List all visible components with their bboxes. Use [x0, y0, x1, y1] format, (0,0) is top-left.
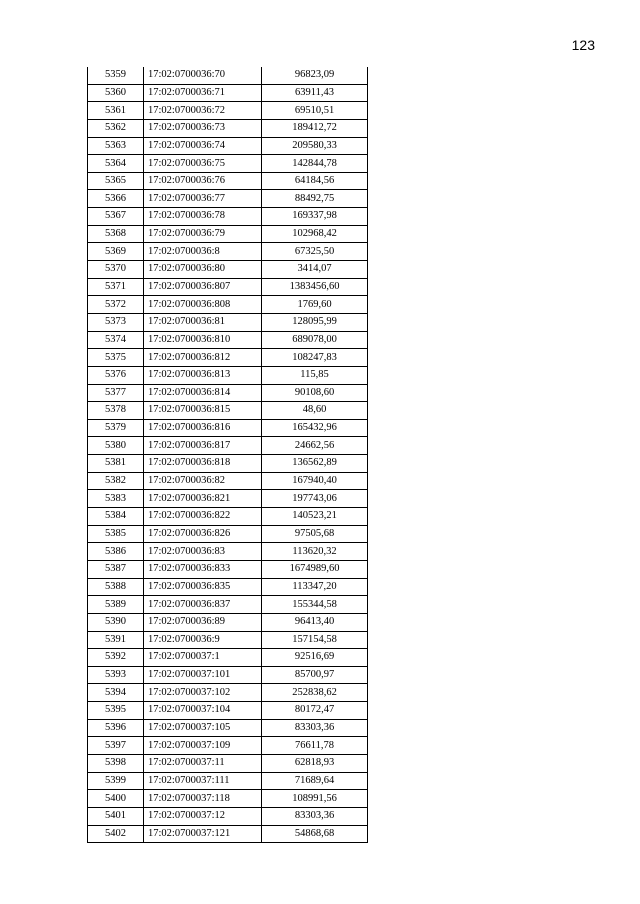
- cadastral-number-cell: 17:02:0700036:8: [144, 243, 262, 261]
- table-row: [88, 437, 368, 455]
- row-number-cell: 5372: [88, 296, 144, 314]
- table-row: [88, 384, 368, 402]
- row-number-cell: 5400: [88, 790, 144, 808]
- table-row: [88, 190, 368, 208]
- cadastral-number-cell: 17:02:0700036:73: [144, 119, 262, 137]
- cadastral-number-cell: 17:02:0700036:837: [144, 596, 262, 614]
- row-number-cell: 5379: [88, 419, 144, 437]
- value-cell: 189412,72: [262, 119, 368, 137]
- value-cell: 142844,78: [262, 155, 368, 173]
- cadastral-number-cell: 17:02:0700036:808: [144, 296, 262, 314]
- cadastral-number-cell: 17:02:0700037:105: [144, 719, 262, 737]
- table-row: [88, 631, 368, 649]
- row-number-cell: 5390: [88, 613, 144, 631]
- table-row: [88, 737, 368, 755]
- cadastral-number-cell: 17:02:0700037:101: [144, 666, 262, 684]
- row-number-cell: 5384: [88, 508, 144, 526]
- row-number-cell: 5373: [88, 313, 144, 331]
- row-number-cell: 5380: [88, 437, 144, 455]
- cadastral-number-cell: 17:02:0700036:81: [144, 313, 262, 331]
- table-row: [88, 772, 368, 790]
- row-number-cell: 5364: [88, 155, 144, 173]
- cadastral-number-cell: 17:02:0700036:77: [144, 190, 262, 208]
- table-row: [88, 702, 368, 720]
- row-number-cell: 5395: [88, 702, 144, 720]
- value-cell: 165432,96: [262, 419, 368, 437]
- value-cell: 71689,64: [262, 772, 368, 790]
- table-row: [88, 560, 368, 578]
- row-number-cell: 5398: [88, 754, 144, 772]
- value-cell: 136562,89: [262, 455, 368, 473]
- row-number-cell: 5393: [88, 666, 144, 684]
- table-row: [88, 419, 368, 437]
- table-row: [88, 613, 368, 631]
- value-cell: 90108,60: [262, 384, 368, 402]
- value-cell: 102968,42: [262, 225, 368, 243]
- table-row: [88, 543, 368, 561]
- table-row: [88, 313, 368, 331]
- row-number-cell: 5375: [88, 349, 144, 367]
- cadastral-number-cell: 17:02:0700036:817: [144, 437, 262, 455]
- table-row: [88, 225, 368, 243]
- value-cell: 83303,36: [262, 807, 368, 825]
- table-body: [88, 67, 368, 843]
- row-number-cell: 5377: [88, 384, 144, 402]
- table-row: [88, 84, 368, 102]
- value-cell: 92516,69: [262, 649, 368, 667]
- value-cell: 83303,36: [262, 719, 368, 737]
- row-number-cell: 5368: [88, 225, 144, 243]
- cadastral-number-cell: 17:02:0700037:118: [144, 790, 262, 808]
- value-cell: 140523,21: [262, 508, 368, 526]
- table-row: [88, 472, 368, 490]
- row-number-cell: 5362: [88, 119, 144, 137]
- value-cell: 48,60: [262, 402, 368, 420]
- value-cell: 63911,43: [262, 84, 368, 102]
- row-number-cell: 5402: [88, 825, 144, 843]
- row-number-cell: 5378: [88, 402, 144, 420]
- cadastral-number-cell: 17:02:0700036:89: [144, 613, 262, 631]
- table-row: [88, 331, 368, 349]
- cadastral-number-cell: 17:02:0700037:11: [144, 754, 262, 772]
- table-row: [88, 261, 368, 279]
- page-number: 123: [571, 37, 595, 53]
- row-number-cell: 5363: [88, 137, 144, 155]
- value-cell: 113620,32: [262, 543, 368, 561]
- table-row: [88, 67, 368, 84]
- table-row: [88, 684, 368, 702]
- row-number-cell: 5365: [88, 172, 144, 190]
- cadastral-number-cell: 17:02:0700036:78: [144, 208, 262, 226]
- row-number-cell: 5361: [88, 102, 144, 120]
- table-row: [88, 172, 368, 190]
- row-number-cell: 5397: [88, 737, 144, 755]
- row-number-cell: 5388: [88, 578, 144, 596]
- cadastral-number-cell: 17:02:0700037:104: [144, 702, 262, 720]
- cadastral-number-cell: 17:02:0700036:70: [144, 67, 262, 84]
- table-row: [88, 825, 368, 843]
- cadastral-number-cell: 17:02:0700036:83: [144, 543, 262, 561]
- cadastral-number-cell: 17:02:0700036:833: [144, 560, 262, 578]
- row-number-cell: 5371: [88, 278, 144, 296]
- table-row: [88, 119, 368, 137]
- table-row: [88, 525, 368, 543]
- cadastral-number-cell: 17:02:0700036:74: [144, 137, 262, 155]
- cadastral-number-cell: 17:02:0700036:76: [144, 172, 262, 190]
- value-cell: 96823,09: [262, 67, 368, 84]
- cadastral-number-cell: 17:02:0700036:821: [144, 490, 262, 508]
- table-row: [88, 508, 368, 526]
- cadastral-number-cell: 17:02:0700036:816: [144, 419, 262, 437]
- value-cell: 85700,97: [262, 666, 368, 684]
- value-cell: 167940,40: [262, 472, 368, 490]
- cadastral-number-cell: 17:02:0700036:82: [144, 472, 262, 490]
- cadastral-number-cell: 17:02:0700037:109: [144, 737, 262, 755]
- cadastral-number-cell: 17:02:0700036:815: [144, 402, 262, 420]
- row-number-cell: 5374: [88, 331, 144, 349]
- value-cell: 96413,40: [262, 613, 368, 631]
- value-cell: 169337,98: [262, 208, 368, 226]
- row-number-cell: 5369: [88, 243, 144, 261]
- row-number-cell: 5386: [88, 543, 144, 561]
- table-row: [88, 155, 368, 173]
- data-table: [87, 67, 368, 843]
- table-row: [88, 402, 368, 420]
- row-number-cell: 5367: [88, 208, 144, 226]
- cadastral-number-cell: 17:02:0700036:835: [144, 578, 262, 596]
- table-row: [88, 137, 368, 155]
- value-cell: 69510,51: [262, 102, 368, 120]
- table-row: [88, 754, 368, 772]
- cadastral-number-cell: 17:02:0700036:79: [144, 225, 262, 243]
- row-number-cell: 5394: [88, 684, 144, 702]
- table-row: [88, 208, 368, 226]
- table-row: [88, 278, 368, 296]
- value-cell: 108991,56: [262, 790, 368, 808]
- value-cell: 108247,83: [262, 349, 368, 367]
- row-number-cell: 5385: [88, 525, 144, 543]
- row-number-cell: 5370: [88, 261, 144, 279]
- value-cell: 3414,07: [262, 261, 368, 279]
- row-number-cell: 5359: [88, 67, 144, 84]
- value-cell: 88492,75: [262, 190, 368, 208]
- table-row: [88, 490, 368, 508]
- table-row: [88, 596, 368, 614]
- value-cell: 209580,33: [262, 137, 368, 155]
- cadastral-number-cell: 17:02:0700036:812: [144, 349, 262, 367]
- value-cell: 97505,68: [262, 525, 368, 543]
- cadastral-number-cell: 17:02:0700036:80: [144, 261, 262, 279]
- value-cell: 80172,47: [262, 702, 368, 720]
- value-cell: 197743,06: [262, 490, 368, 508]
- table-row: [88, 790, 368, 808]
- value-cell: 113347,20: [262, 578, 368, 596]
- cadastral-number-cell: 17:02:0700036:813: [144, 366, 262, 384]
- value-cell: 155344,58: [262, 596, 368, 614]
- row-number-cell: 5381: [88, 455, 144, 473]
- cadastral-number-cell: 17:02:0700036:75: [144, 155, 262, 173]
- table-row: [88, 455, 368, 473]
- table-row: [88, 349, 368, 367]
- value-cell: 1383456,60: [262, 278, 368, 296]
- row-number-cell: 5401: [88, 807, 144, 825]
- row-number-cell: 5389: [88, 596, 144, 614]
- table-row: [88, 243, 368, 261]
- value-cell: 689078,00: [262, 331, 368, 349]
- table-row: [88, 649, 368, 667]
- cadastral-number-cell: 17:02:0700036:818: [144, 455, 262, 473]
- cadastral-number-cell: 17:02:0700036:807: [144, 278, 262, 296]
- row-number-cell: 5382: [88, 472, 144, 490]
- value-cell: 115,85: [262, 366, 368, 384]
- cadastral-number-cell: 17:02:0700036:826: [144, 525, 262, 543]
- cadastral-number-cell: 17:02:0700036:71: [144, 84, 262, 102]
- row-number-cell: 5391: [88, 631, 144, 649]
- row-number-cell: 5383: [88, 490, 144, 508]
- value-cell: 67325,50: [262, 243, 368, 261]
- row-number-cell: 5366: [88, 190, 144, 208]
- value-cell: 24662,56: [262, 437, 368, 455]
- cadastral-number-cell: 17:02:0700036:810: [144, 331, 262, 349]
- table-row: [88, 666, 368, 684]
- cadastral-number-cell: 17:02:0700037:1: [144, 649, 262, 667]
- value-cell: 64184,56: [262, 172, 368, 190]
- row-number-cell: 5396: [88, 719, 144, 737]
- cadastral-number-cell: 17:02:0700036:814: [144, 384, 262, 402]
- value-cell: 62818,93: [262, 754, 368, 772]
- cadastral-number-cell: 17:02:0700037:111: [144, 772, 262, 790]
- cadastral-number-cell: 17:02:0700037:102: [144, 684, 262, 702]
- cadastral-number-cell: 17:02:0700037:121: [144, 825, 262, 843]
- table-row: [88, 807, 368, 825]
- value-cell: 252838,62: [262, 684, 368, 702]
- cadastral-number-cell: 17:02:0700037:12: [144, 807, 262, 825]
- cadastral-number-cell: 17:02:0700036:822: [144, 508, 262, 526]
- row-number-cell: 5376: [88, 366, 144, 384]
- table-row: [88, 366, 368, 384]
- value-cell: 128095,99: [262, 313, 368, 331]
- value-cell: 1769,60: [262, 296, 368, 314]
- table-row: [88, 578, 368, 596]
- table-row: [88, 296, 368, 314]
- table-row: [88, 719, 368, 737]
- row-number-cell: 5392: [88, 649, 144, 667]
- value-cell: 54868,68: [262, 825, 368, 843]
- row-number-cell: 5387: [88, 560, 144, 578]
- cadastral-number-cell: 17:02:0700036:9: [144, 631, 262, 649]
- value-cell: 157154,58: [262, 631, 368, 649]
- value-cell: 1674989,60: [262, 560, 368, 578]
- row-number-cell: 5360: [88, 84, 144, 102]
- value-cell: 76611,78: [262, 737, 368, 755]
- row-number-cell: 5399: [88, 772, 144, 790]
- table-row: [88, 102, 368, 120]
- cadastral-number-cell: 17:02:0700036:72: [144, 102, 262, 120]
